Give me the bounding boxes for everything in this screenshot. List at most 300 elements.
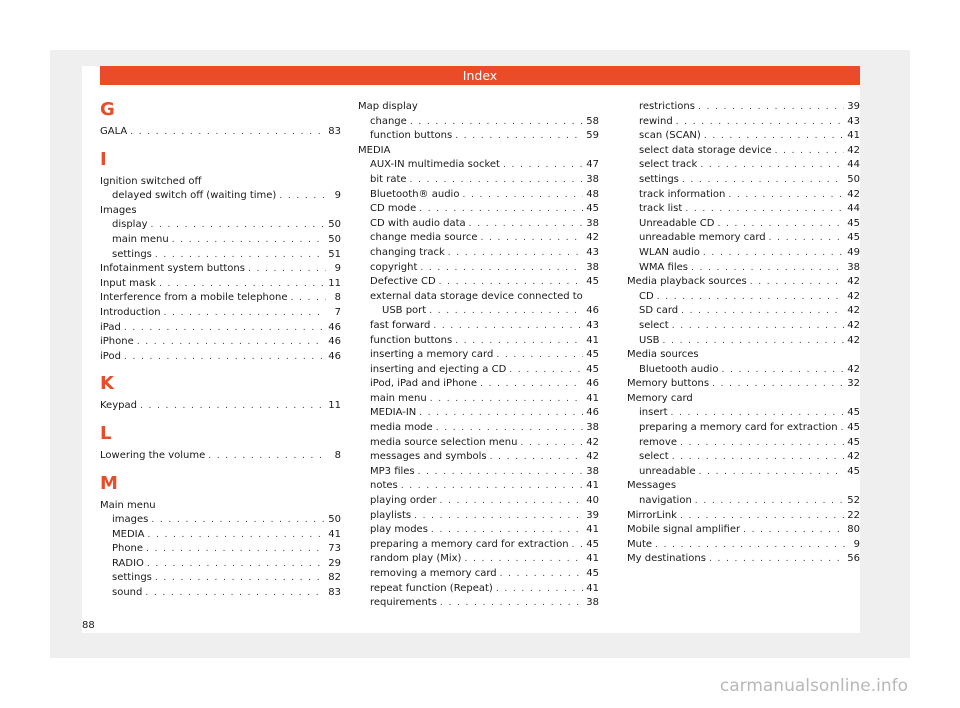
index-heading-entry xyxy=(627,392,860,407)
entry-label: Infotainment system buttons xyxy=(100,263,245,275)
entry-page-number: 42 xyxy=(847,363,860,375)
dot-leader xyxy=(137,335,326,350)
entry-page-number: 48 xyxy=(586,188,599,200)
dot-leader xyxy=(420,261,583,276)
dot-leader xyxy=(208,449,326,464)
entry-label: Defective CD xyxy=(370,276,436,288)
entry-label: iPod, iPad and iPhone xyxy=(370,378,478,390)
dot-leader xyxy=(503,158,583,173)
entry-label: requirements xyxy=(370,597,437,609)
dot-leader xyxy=(151,218,326,233)
entry-page-number: 45 xyxy=(847,465,860,477)
entry-label: select data storage device xyxy=(639,144,772,156)
index-entry xyxy=(358,363,599,378)
entry-page-number: 46 xyxy=(586,378,599,390)
index-entry xyxy=(358,115,599,130)
index-entry xyxy=(100,277,341,292)
entry-label: function buttons xyxy=(370,334,453,346)
entry-page-number: 45 xyxy=(586,538,599,550)
watermark: carmanualsonline.info xyxy=(719,676,908,696)
dot-leader xyxy=(657,290,845,305)
entry-label: copyright xyxy=(370,261,418,273)
entry-page-number: 42 xyxy=(847,305,860,317)
dot-leader xyxy=(419,202,583,217)
dot-leader xyxy=(496,582,583,597)
dot-leader xyxy=(480,377,583,392)
entry-page-number: 42 xyxy=(847,290,860,302)
entry-page-number: 45 xyxy=(586,276,599,288)
entry-page-number: 58 xyxy=(586,115,599,127)
entry-label: Introduction xyxy=(100,306,161,318)
entry-page-number: 8 xyxy=(334,292,341,304)
entry-page-number: 41 xyxy=(586,480,599,492)
entry-page-number: 22 xyxy=(847,509,860,521)
dot-leader xyxy=(436,421,584,436)
entry-label: CD with audio data xyxy=(370,217,466,229)
index-entry xyxy=(627,115,860,130)
dot-leader xyxy=(700,158,844,173)
entry-label: select xyxy=(639,451,669,463)
entry-page-number: 42 xyxy=(847,334,860,346)
entry-label: MP3 files xyxy=(370,465,415,477)
entry-page-number: 9 xyxy=(334,190,341,202)
entry-page-number: 45 xyxy=(847,436,860,448)
index-entry xyxy=(627,275,860,290)
entry-page-number: 11 xyxy=(328,400,341,412)
index-letter-heading: G xyxy=(100,99,115,120)
entry-label: rewind xyxy=(639,115,673,127)
entry-page-number: 38 xyxy=(586,465,599,477)
index-entry xyxy=(627,100,860,115)
dot-leader xyxy=(155,248,325,263)
index-entry xyxy=(627,406,860,421)
entry-label: preparing a memory card for extraction xyxy=(370,538,569,550)
entry-page-number: 52 xyxy=(847,495,860,507)
index-entry xyxy=(358,552,599,567)
entry-label: navigation xyxy=(639,495,692,507)
entry-page-number: 45 xyxy=(586,568,599,579)
entry-page-number: 38 xyxy=(586,173,599,185)
entry-page-number: 42 xyxy=(847,319,860,331)
entry-page-number: 7 xyxy=(334,306,341,318)
entry-page-number: 44 xyxy=(847,159,860,171)
index-entry xyxy=(100,306,341,321)
entry-label: settings xyxy=(112,248,152,260)
dot-leader xyxy=(703,246,844,261)
entry-page-number: 42 xyxy=(847,451,860,463)
dot-leader xyxy=(431,523,583,538)
index-entry xyxy=(627,261,860,276)
dot-leader xyxy=(433,319,583,334)
entry-label: unreadable xyxy=(639,465,696,477)
index-entry xyxy=(358,217,599,232)
dot-leader xyxy=(418,465,584,480)
entry-label: playing order xyxy=(370,495,437,507)
entry-page-number: 8 xyxy=(334,449,341,461)
index-entry xyxy=(100,586,341,601)
entry-page-number: 45 xyxy=(586,363,599,375)
dot-leader xyxy=(455,334,583,349)
entry-page-number: 38 xyxy=(847,261,860,273)
entry-page-number: 50 xyxy=(328,233,341,245)
entry-page-number: 51 xyxy=(328,248,341,260)
entry-label: bit rate xyxy=(370,173,407,185)
entry-label: main menu xyxy=(370,392,427,404)
entry-page-number: 82 xyxy=(328,572,341,584)
index-entry xyxy=(100,321,341,336)
entry-page-number: 41 xyxy=(586,334,599,346)
index-entry xyxy=(358,173,599,188)
dot-leader xyxy=(140,399,325,414)
dot-leader xyxy=(704,129,844,144)
entry-label: select xyxy=(639,319,669,331)
entry-label: fast forward xyxy=(370,319,431,331)
index-letter-heading: L xyxy=(100,422,112,444)
entry-label: MEDIA xyxy=(358,144,391,156)
dot-leader xyxy=(769,231,845,246)
dot-leader xyxy=(681,304,844,319)
entry-label: main menu xyxy=(112,233,169,245)
entry-page-number: 41 xyxy=(586,392,599,404)
index-entry xyxy=(627,538,860,553)
entry-label: Main menu xyxy=(100,499,156,511)
dot-leader xyxy=(430,392,584,407)
dot-leader xyxy=(448,246,584,261)
index-entry xyxy=(627,450,860,465)
index-entry xyxy=(358,188,599,203)
entry-page-number: 47 xyxy=(586,159,599,171)
index-entry xyxy=(627,509,860,524)
entry-label: play modes xyxy=(370,524,428,536)
index-entry xyxy=(100,335,341,350)
entry-page-number: 42 xyxy=(586,451,599,463)
index-entry xyxy=(627,319,860,334)
entry-page-number: 42 xyxy=(847,188,860,200)
index-entry xyxy=(358,392,599,407)
index-entry xyxy=(627,246,860,261)
entry-label: insert xyxy=(639,407,668,419)
entry-label: Media playback sources xyxy=(627,276,747,288)
dot-leader xyxy=(655,538,845,553)
index-entry xyxy=(100,399,341,414)
index-column-2 xyxy=(358,100,599,611)
dot-leader xyxy=(172,233,326,248)
index-entry xyxy=(358,436,599,451)
index-entry xyxy=(100,528,341,543)
entry-label: iPad xyxy=(100,321,121,333)
entry-page-number: 42 xyxy=(847,276,860,288)
dot-leader xyxy=(164,306,326,321)
entry-label: inserting a memory card xyxy=(370,349,494,361)
entry-page-number: 46 xyxy=(328,336,341,348)
entry-label-continued: USB port xyxy=(382,305,427,317)
entry-page-number: 38 xyxy=(586,261,599,273)
dot-leader xyxy=(721,363,844,378)
entry-page-number: 45 xyxy=(847,217,860,229)
entry-page-number: 46 xyxy=(586,407,599,419)
entry-page-number: 38 xyxy=(586,217,599,229)
dot-leader xyxy=(500,567,584,582)
dot-leader xyxy=(712,377,844,392)
entry-label: settings xyxy=(112,572,152,584)
index-entry xyxy=(358,334,599,349)
index-entry xyxy=(358,538,599,553)
dot-leader xyxy=(151,513,325,528)
index-entry xyxy=(627,188,860,203)
entry-page-number: 42 xyxy=(586,436,599,448)
entry-label: Map display xyxy=(358,101,418,112)
index-heading-entry xyxy=(100,204,341,219)
index-entry xyxy=(100,262,341,277)
entry-page-number: 46 xyxy=(328,350,341,362)
entry-label: MEDIA-IN xyxy=(370,407,417,419)
index-heading-entry xyxy=(358,144,599,159)
index-entry xyxy=(358,465,599,480)
index-entry xyxy=(358,523,599,538)
entry-label: MEDIA xyxy=(112,528,145,540)
dot-leader xyxy=(401,479,584,494)
index-entry xyxy=(627,304,860,319)
entry-label: change media source xyxy=(370,232,478,244)
dot-leader xyxy=(520,436,583,451)
entry-label: messages and symbols xyxy=(370,451,487,463)
index-heading-entry xyxy=(627,479,860,494)
entry-page-number: 9 xyxy=(853,538,860,550)
index-entry xyxy=(100,291,341,306)
index-entry xyxy=(627,129,860,144)
index-column-3 xyxy=(627,100,860,567)
entry-label: preparing a memory card for extraction xyxy=(639,422,838,434)
index-entry xyxy=(358,582,599,597)
index-entry xyxy=(358,275,599,290)
dot-leader xyxy=(469,217,584,232)
dot-leader xyxy=(672,319,845,334)
entry-label: AUX-IN multimedia socket xyxy=(370,159,500,171)
index-entry xyxy=(627,334,860,349)
entry-page-number: 40 xyxy=(586,495,599,507)
entry-label: Lowering the volume xyxy=(100,449,206,461)
page-number: 88 xyxy=(82,620,95,631)
index-entry xyxy=(627,552,860,567)
entry-page-number: 73 xyxy=(328,543,341,555)
dot-leader xyxy=(699,465,845,480)
index-entry xyxy=(627,465,860,480)
entry-page-number: 46 xyxy=(328,321,341,333)
dot-leader xyxy=(775,144,845,159)
dot-leader xyxy=(248,262,326,277)
dot-leader xyxy=(462,188,583,203)
entry-label: Bluetooth audio xyxy=(639,363,719,375)
dot-leader xyxy=(439,275,584,290)
entry-label: inserting and ejecting a CD xyxy=(370,363,507,375)
entry-label: Unreadable CD xyxy=(639,217,715,229)
index-entry xyxy=(627,202,860,217)
entry-page-number: 43 xyxy=(586,319,599,331)
index-entry xyxy=(358,261,599,276)
entry-label: GALA xyxy=(100,126,128,137)
index-heading-entry xyxy=(358,100,599,115)
index-entry xyxy=(358,596,599,611)
entry-label: Memory card xyxy=(627,392,693,404)
dot-leader xyxy=(509,363,583,378)
dot-leader xyxy=(572,538,584,553)
entry-label: images xyxy=(112,514,149,526)
entry-label: track list xyxy=(639,203,683,215)
index-entry xyxy=(100,189,341,204)
index-entry xyxy=(100,557,341,572)
entry-label: Images xyxy=(100,204,137,216)
entry-label: unreadable memory card xyxy=(639,232,766,244)
index-entry xyxy=(100,248,341,263)
dot-leader xyxy=(455,129,583,144)
dot-leader xyxy=(410,115,583,130)
dot-leader xyxy=(680,436,844,451)
index-column-1 xyxy=(100,100,341,601)
index-entry xyxy=(627,436,860,451)
dot-leader xyxy=(698,100,844,115)
entry-label: removing a memory card xyxy=(370,568,497,579)
entry-label: Memory buttons xyxy=(627,378,710,390)
dot-leader xyxy=(695,494,844,509)
dot-leader xyxy=(490,450,584,465)
entry-page-number: 80 xyxy=(847,524,860,536)
index-entry xyxy=(358,421,599,436)
index-entry xyxy=(627,290,860,305)
dot-leader xyxy=(671,406,845,421)
index-entry xyxy=(358,319,599,334)
entry-page-number: 41 xyxy=(847,130,860,142)
entry-label: track information xyxy=(639,188,726,200)
index-letter-heading: I xyxy=(100,148,107,170)
index-heading-entry xyxy=(100,175,341,190)
entry-page-number: 41 xyxy=(586,553,599,565)
dot-leader xyxy=(676,115,845,130)
index-heading-entry xyxy=(100,499,341,514)
index-entry xyxy=(627,377,860,392)
entry-page-number: 50 xyxy=(847,173,860,185)
entry-page-number: 83 xyxy=(328,587,341,599)
entry-label: iPhone xyxy=(100,336,134,348)
entry-label: Media sources xyxy=(627,349,699,361)
entry-label: RADIO xyxy=(112,557,144,569)
index-entry xyxy=(100,233,341,248)
entry-page-number: 59 xyxy=(586,130,599,142)
entry-page-number: 41 xyxy=(586,524,599,536)
entry-label: Mobile signal amplifier xyxy=(627,524,741,536)
index-letter-heading: M xyxy=(100,472,118,494)
index-entry xyxy=(627,363,860,378)
entry-page-number: 43 xyxy=(586,246,599,258)
dot-leader xyxy=(124,321,325,336)
index-entry xyxy=(100,449,341,464)
entry-label: Interference from a mobile telephone xyxy=(100,292,288,304)
dot-leader xyxy=(464,552,583,567)
index-heading-entry xyxy=(627,348,860,363)
entry-label: CD mode xyxy=(370,203,417,215)
entry-label: SD card xyxy=(639,305,679,317)
dot-leader xyxy=(496,348,583,363)
entry-page-number: 39 xyxy=(847,101,860,112)
dot-leader xyxy=(672,450,845,465)
entry-page-number: 39 xyxy=(586,509,599,521)
entry-label: restrictions xyxy=(639,101,695,112)
entry-page-number: 45 xyxy=(847,407,860,419)
index-entry xyxy=(358,479,599,494)
dot-leader xyxy=(439,494,583,509)
dot-leader xyxy=(743,523,844,538)
dot-leader xyxy=(155,571,325,586)
dot-leader xyxy=(841,421,845,436)
index-entry xyxy=(358,158,599,173)
entry-page-number: 29 xyxy=(328,557,341,569)
entry-page-number: 50 xyxy=(328,514,341,526)
dot-leader xyxy=(410,173,584,188)
entry-label: delayed switch off (waiting time) xyxy=(112,190,277,202)
entry-label: CD xyxy=(639,290,654,302)
entry-page-number: 83 xyxy=(328,126,341,137)
index-entry xyxy=(358,129,599,144)
index-entry xyxy=(100,350,341,365)
dot-leader xyxy=(146,542,325,557)
entry-page-number: 38 xyxy=(586,597,599,609)
index-entry xyxy=(100,218,341,233)
dot-leader xyxy=(414,509,583,524)
index-entry xyxy=(358,450,599,465)
index-entry xyxy=(100,513,341,528)
entry-label: Phone xyxy=(112,543,143,555)
entry-page-number: 49 xyxy=(847,246,860,258)
index-entry xyxy=(627,144,860,159)
entry-label: sound xyxy=(112,587,143,599)
entry-page-number: 32 xyxy=(847,378,860,390)
entry-label: scan (SCAN) xyxy=(639,130,701,142)
dot-leader xyxy=(750,275,845,290)
entry-label: Ignition switched off xyxy=(100,175,202,187)
entry-label: WLAN audio xyxy=(639,246,700,258)
dot-leader xyxy=(685,202,844,217)
entry-label: media mode xyxy=(370,422,433,434)
index-entry xyxy=(627,231,860,246)
entry-page-number: 42 xyxy=(847,144,860,156)
index-header-bar: Index xyxy=(100,66,860,85)
dot-leader xyxy=(147,528,325,543)
entry-page-number: 45 xyxy=(847,422,860,434)
dot-leader xyxy=(663,334,845,349)
index-entry xyxy=(627,173,860,188)
index-letter-heading: K xyxy=(100,373,114,395)
dot-leader xyxy=(124,350,325,365)
entry-label: iPod xyxy=(100,350,121,362)
dot-leader xyxy=(481,231,584,246)
entry-label: notes xyxy=(370,480,398,492)
entry-page-number: 45 xyxy=(586,349,599,361)
index-entry xyxy=(358,348,599,363)
entry-page-number: 38 xyxy=(586,422,599,434)
entry-page-number: 50 xyxy=(328,219,341,231)
entry-page-number: 45 xyxy=(847,232,860,244)
index-entry xyxy=(358,290,599,319)
dot-leader xyxy=(291,291,326,306)
entry-label: Messages xyxy=(627,480,677,492)
entry-label: remove xyxy=(639,436,677,448)
dot-leader xyxy=(279,189,326,204)
entry-page-number: 43 xyxy=(847,115,860,127)
index-entry xyxy=(358,509,599,524)
dot-leader xyxy=(680,509,844,524)
entry-label: USB xyxy=(639,334,660,346)
index-entry xyxy=(627,494,860,509)
index-entry xyxy=(627,421,860,436)
